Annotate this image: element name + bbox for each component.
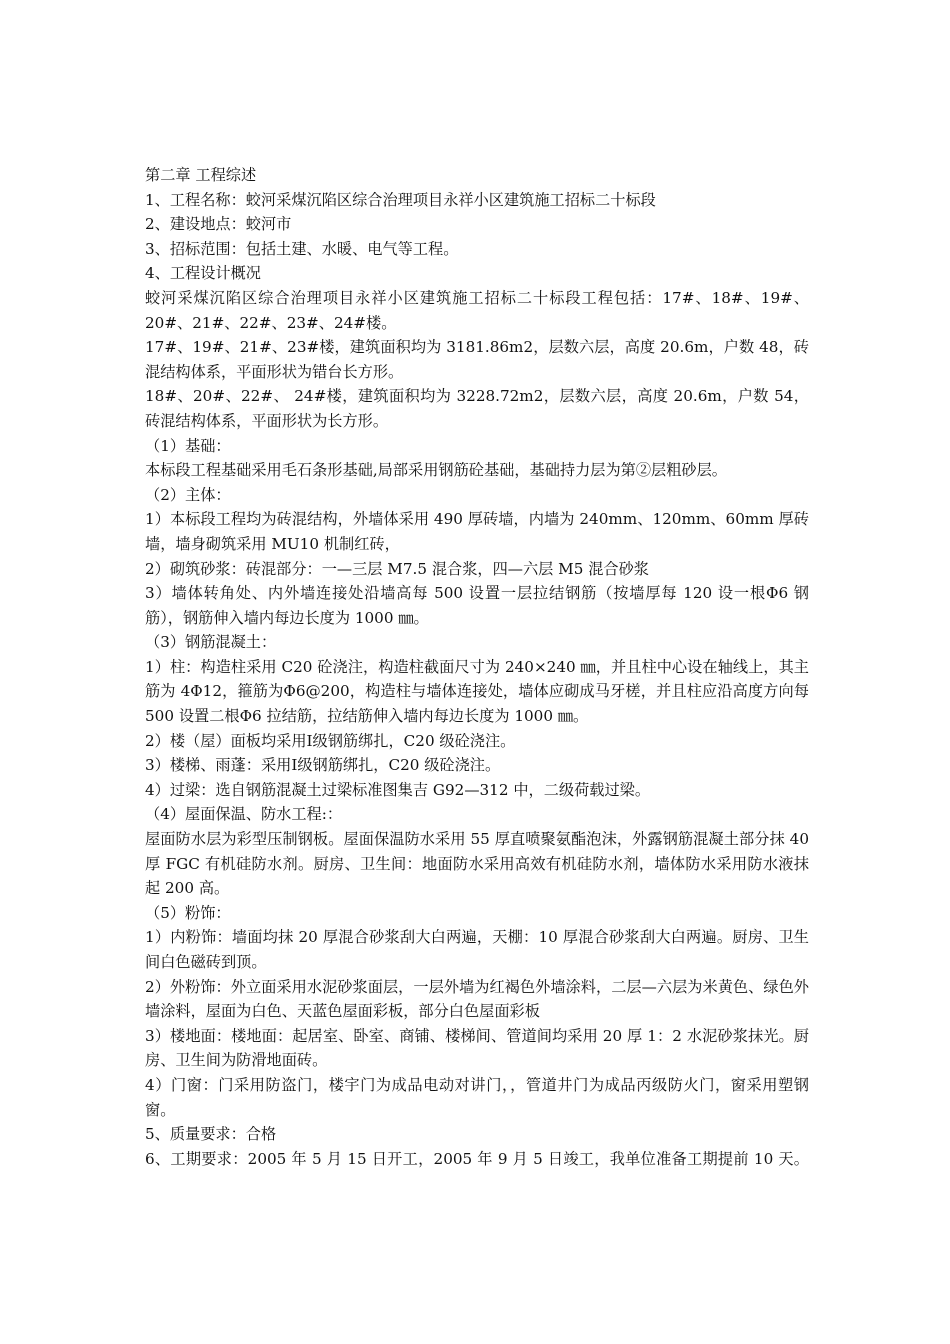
paragraph: 2）外粉饰：外立面采用水泥砂浆面层，一层外墙为红褐色外墙涂料，二层—六层为米黄色、绿色外墙涂料，屋面为白色、天蓝色屋面彩板，部分白色屋面彩板 [145,977,809,1021]
document-page [145,163,809,1171]
paragraph: 18#、20#、22#、 24#楼，建筑面积均为 3228.72m2，层数六层，高度 20.6m，户数 54，砖混结构体系，平面形状为长方形。 [145,387,809,430]
paragraph: 3）墙体转角处、内外墙连接处沿墙高每 500 设置一层拉结钢筋（按墙厚每 120 设一根Φ6 钢筋），钢筋伸入墙内每边长度为 1000 ㎜。 [145,584,809,627]
paragraph: 3）楼梯、雨蓬：采用Ⅰ级钢筋绑扎，C20 级砼浇注。 [145,756,501,775]
paragraph: 屋面防水层为彩型压制钢板。屋面保温防水采用 55 厚直喷聚氨酯泡沫，外露钢筋混凝土部分抹 40 厚 FGC 有机硅防水剂。厨房、卫生间：地面防水采用高效有机硅防水剂，墙体防水采用防水液抹起 200 高。 [145,830,809,898]
paragraph: 17#、19#、21#、23#楼，建筑面积均为 3181.86m2，层数六层，高度 20.6m，户数 48，砖混结构体系，平面形状为错台长方形。 [145,338,809,381]
paragraph: 2）砌筑砂浆：砖混部分：一—三层 M7.5 混合浆，四—六层 M5 混合砂浆 [145,559,649,578]
paragraph: 4）门窗：门采用防盗门，楼宇门为成品电动对讲门，，管道井门为成品丙级防火门，窗采用塑钢窗。 [145,1075,809,1119]
paragraph: 1）内粉饰：墙面均抹 20 厚混合砂浆刮大白两遍，天棚：10 厚混合砂浆刮大白两遍。厨房、卫生间白色磁砖到顶。 [145,928,809,971]
paragraph: 6、工期要求：2005 年 5 月 15 日开工，2005 年 9 月 5 日竣工，我单位准备工期提前 10 天。 [145,1149,809,1168]
paragraph: 3、招标范围：包括土建、水暖、电气等工程。 [145,239,459,258]
paragraph: 本标段工程基础采用毛石条形基础,局部采用钢筋砼基础，基础持力层为第②层粗砂层。 [145,461,727,480]
section-heading: （2）主体： [145,485,231,504]
paragraph: 4、工程设计概况 [145,264,261,283]
paragraph: 2、建设地点：蛟河市 [145,215,292,234]
paragraph: 1）本标段工程均为砖混结构，外墙体采用 490 厚砖墙，内墙为 240mm、120mm、60mm 厚砖墙，墙身砌筑采用 MU10 机制红砖， [145,510,809,553]
paragraph: 3）楼地面：楼地面：起居室、卧室、商铺、楼梯间、管道间均采用 20 厚 1：2 水泥砂浆抹光。厨房、卫生间为防滑地面砖。 [145,1026,809,1070]
chapter-title: 第二章 工程综述 [145,166,257,184]
paragraph: 4）过梁：选自钢筋混凝土过梁标准图集吉 G92—312 中，二级荷载过梁。 [145,780,651,799]
paragraph: 1）柱：构造柱采用 C20 砼浇注，构造柱截面尺寸为 240×240 ㎜，并且柱中心设在轴线上，其主筋为 4Φ12，箍筋为Φ6@200，构造柱与墙体连接处，墙体应砌成马牙槎，并且柱应沿高度方向每 500 设置二根Φ6 拉结筋，拉结筋伸入墙内每边长度为 1000 ㎜。 [145,657,809,726]
paragraph: 蛟河采煤沉陷区综合治理项目永祥小区建筑施工招标二十标段工程包括：17#、18#、19#、20#、21#、22#、23#、24#楼。 [145,288,809,332]
paragraph: 2）楼（屋）面板均采用Ⅰ级钢筋绑扎，C20 级砼浇注。 [145,731,516,750]
section-heading: （5）粉饰： [145,903,231,922]
section-heading: （1）基础： [145,436,231,455]
paragraph: 1、工程名称：蛟河采煤沉陷区综合治理项目永祥小区建筑施工招标二十标段 [145,190,656,209]
paragraph: 5、质量要求：合格 [145,1125,277,1144]
section-heading: （4）屋面保温、防水工程:： [145,805,343,824]
section-heading: （3）钢筋混凝土： [145,633,277,652]
